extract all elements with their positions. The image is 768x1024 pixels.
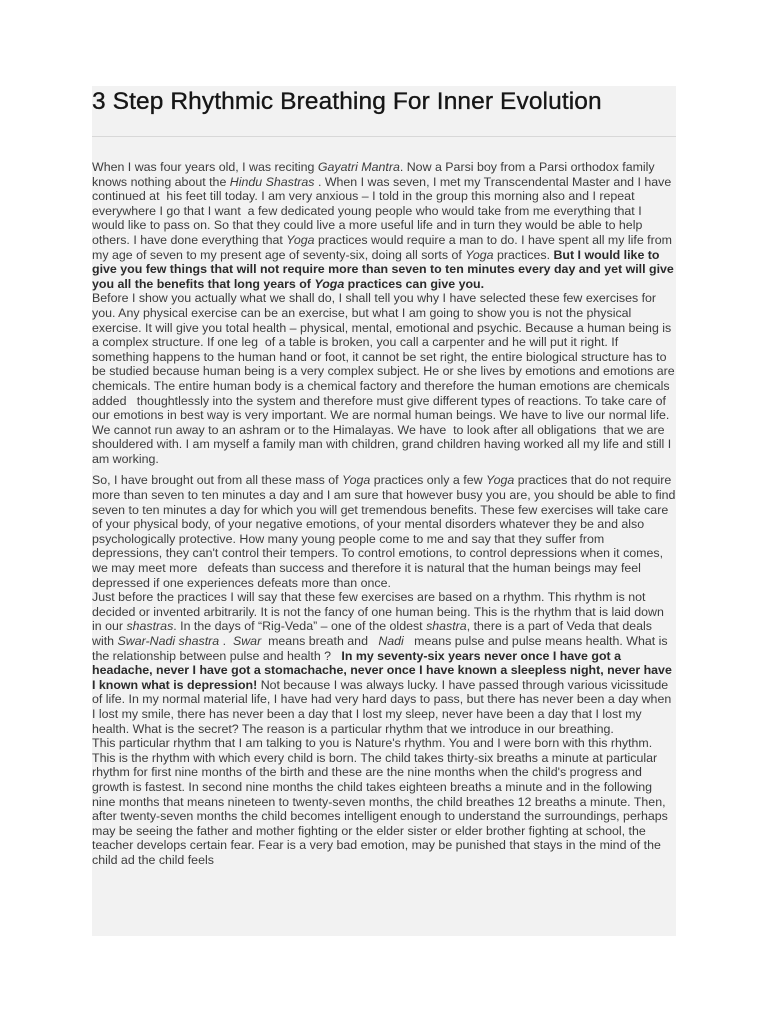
document-body	[92, 160, 679, 868]
italic-text: Yoga	[342, 473, 371, 488]
italic-text: Hindu Shastras	[229, 174, 315, 189]
italic-text: shastra	[426, 619, 467, 634]
body-paragraph	[92, 473, 679, 590]
paragraph-text: practices only a few	[370, 473, 486, 488]
title-band	[92, 86, 676, 137]
paragraph-text: . Now a Parsi boy from a Parsi orthodox family knows nothing about the	[92, 160, 659, 189]
document-title: 3 Step Rhythmic Breathing For Inner Evolution	[92, 88, 602, 115]
italic-text: Swar-Nadi shastra	[117, 634, 220, 648]
bold-text: Yoga	[314, 276, 345, 291]
body-paragraph	[92, 590, 676, 736]
paragraph-text: , there is a part of Veda that deals with	[92, 619, 656, 648]
paragraph-text: . In the days of “Rig-Veda” – one of the oldest	[173, 619, 427, 634]
paragraph-text: means breath and	[261, 634, 379, 648]
paragraph-text: practices would require a man to do. I have spent all my life from my age of seven to my present age of seventy-six, doing all sorts of	[92, 232, 676, 262]
body-paragraph	[92, 160, 676, 291]
body-paragraph	[92, 291, 679, 466]
italic-text: Yoga	[485, 473, 515, 488]
italic-text: Nadi	[378, 634, 404, 648]
paragraph-text: . When I was seven, I met my Transcendental Master and I have continued at his feet till today. I am very anxious – I told in the group this morning also and I repeat everywhere I go that I want a few dedicated young people who would take from me everything that I would like to pass on. So that they could live a more useful life and in turn they would be able to help others. I have done everything that	[92, 174, 675, 247]
paragraph-text: When I was four years old, I was reciting	[92, 160, 318, 174]
paragraph-text: means pulse and pulse means health. What is the relationship between pulse and health ?	[92, 634, 672, 663]
bold-text: In my seventy-six years never once I have got a headache, never I have got a stomachache, never once I have known a sleepless night, never have I known what is depression!	[92, 648, 676, 692]
italic-text: Yoga	[465, 247, 494, 262]
bold-text: But I would like to give you few things that will not require more than seven to ten minutes every day and yet will give you all the benefits that long years of	[92, 247, 678, 291]
paragraph-text: Not because I was always lucky. I have passed through various vicissitude of life. In my normal material life, I have had very hard days to pass, but there has never been a day when I lost my smile, there has never been a day that I lost my sleep, never have been a day that I lost my health. What is the secret? The reason is a particular rhythm that we introduce in our breathing.	[92, 677, 675, 736]
paragraph-text: Before I show you actually what we shall do, I shall tell you why I have selected these few exercises for you. Any physical exercise can be an exercise, but what I am going to show you is not the physical exercise. It will give you total health – physical, mental, emotional and psychic. Because a human being is a complex structure. If one leg of a table is broken, you call a carpenter and he will put it right. If something happens to the human hand or foot, it cannot be set right, the entire biological structure has to be studied because human being is a very complex subject. He or she lives by emotions and emotions are chemicals. The entire human body is a chemical factory and therefore the human emotions are chemicals added thoughtlessly into the system and therefore must give different types of reactions. To take care of our emotions in best way is very important. We are normal human beings. We have to live our normal life. We cannot run away to an ashram or to the Himalayas. We have to look after all obligations that we are shouldered with. I am myself a family man with children, grand children having worked all my life and still I am working.	[92, 291, 679, 466]
bold-text: practices can give you.	[344, 276, 485, 291]
paragraph-text: Just before the practices I will say that these few exercises are based on a rhythm. This rhythm is not decided or invented arbitrarily. It is not the fancy of one human being. This is the rhythm that is laid down in our	[92, 590, 668, 634]
italic-text: shastras	[126, 619, 174, 634]
paragraph-text: practices.	[493, 247, 554, 262]
document-page	[92, 86, 679, 936]
body-paragraph	[92, 736, 676, 867]
paragraph-text: This particular rhythm that I am talking to you is Nature's rhythm. You and I were born with this rhythm. This is the rhythm with which every child is born. The child takes thirty-six breaths a minute at particular rhythm for first nine months of the birth and these are the nine months when the child's progress and growth is fastest. In second nine months the child takes eighteen breaths a minute and in the following nine months that means nineteen to twenty-seven months, the child breathes 12 breaths a minute. Then, after twenty-seven months the child becomes intelligent enough to understand the surroundings, perhaps may be seeing the father and mother fighting or the elder sister or elder brother fighting at school, the teacher develops certain fear. Fear is a very bad emotion, may be punished that stays in the mind of the child ad the child feels	[92, 736, 672, 867]
italic-text: Yoga	[286, 232, 315, 247]
italic-text: Swar	[232, 634, 262, 648]
paragraph-text: practices that do not require more than seven to ten minutes a day and I am sure that however busy you are, you should be able to find seven to ten minutes a day for which you will get tremendous benefits. These few exercises will take care of your physical body, of your negative emotions, of your mental disorders whatever they be and also psychologically protective. How many young people come to me and say that they suffer from depressions, they can't control their tempers. To control emotions, to control depressions when it comes, we may meet more defeats than success and therefore it is natural that the human beings may feel depressed if one experiences defeats more than once.	[92, 473, 679, 590]
paragraph-text: .	[219, 634, 233, 648]
paragraph-text: So, I have brought out from all these mass of	[92, 473, 343, 488]
italic-text: Gayatri Mantra	[317, 160, 400, 174]
